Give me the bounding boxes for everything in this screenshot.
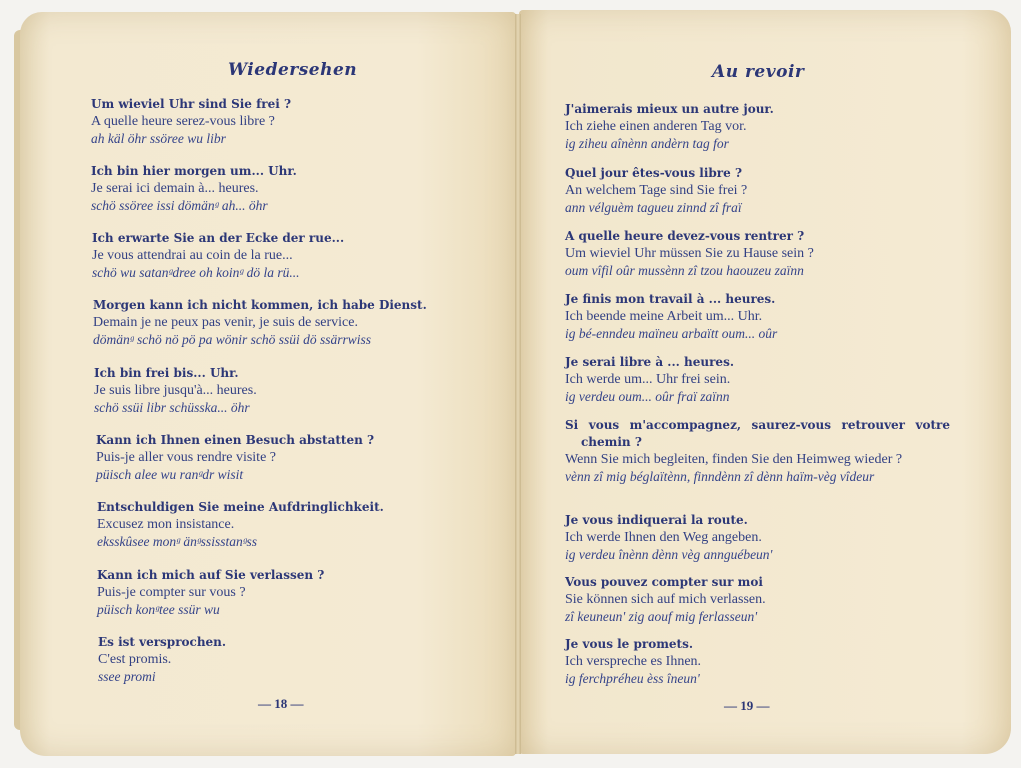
phrase-entry xyxy=(97,499,497,550)
phrase-german: Ich bin hier morgen um... Uhr. xyxy=(91,164,297,178)
phrase-pronunciation: oum vîfil oûr mussènn zî tzou haouzeu zaïnn xyxy=(565,263,804,278)
right-page-number: — 19 — xyxy=(724,698,770,713)
phrase-french: Vous pouvez compter sur moi xyxy=(565,575,763,589)
phrase-entry xyxy=(565,354,950,405)
phrase-entry xyxy=(96,432,496,483)
phrase-german: Um wieviel Uhr sind Sie frei ? xyxy=(91,97,291,111)
phrase-pronunciation: schö wu satanᵍdree oh koinᵍ dö la rü... xyxy=(92,265,300,280)
phrase-german: Es ist versprochen. xyxy=(98,635,227,649)
right-page-title: Au revoir xyxy=(712,62,805,82)
phrase-pronunciation: ig verdeu oum... oûr fraï zaïnn xyxy=(565,389,730,404)
phrase-german: Wenn Sie mich begleiten, finden Sie den Heimweg wieder ? xyxy=(565,452,903,467)
phrase-french: Je vous attendrai au coin de la rue... xyxy=(92,248,293,263)
phrase-french: C'est promis. xyxy=(98,652,172,667)
phrase-entry xyxy=(565,165,950,216)
phrase-entry xyxy=(94,365,494,416)
phrase-french: Excusez mon insistance. xyxy=(97,517,235,532)
phrase-german: Morgen kann ich nicht kommen, ich habe Dienst. xyxy=(93,298,427,312)
phrase-entry xyxy=(93,297,493,348)
phrase-pronunciation: püisch konᵍtee ssür wu xyxy=(97,602,220,617)
phrase-entry xyxy=(565,417,950,485)
phrase-french: A quelle heure serez-vous libre ? xyxy=(91,114,275,129)
phrase-french: Quel jour êtes-vous libre ? xyxy=(565,166,742,180)
phrase-pronunciation: ah käl öhr ssöree wu libr xyxy=(91,131,226,146)
phrase-german: Ich erwarte Sie an der Ecke der rue... xyxy=(92,231,345,245)
phrase-entry xyxy=(565,101,950,152)
phrase-french: Puis-je compter sur vous ? xyxy=(97,585,246,600)
phrase-entry xyxy=(98,634,498,685)
phrase-pronunciation: dömänᵍ schö nö pö pa wönir schö ssüi dö ssärrwiss xyxy=(93,332,372,347)
phrase-pronunciation: zî keuneun' zig aouf mig ferlasseun' xyxy=(565,609,758,624)
phrase-pronunciation: vènn zî mig béglaïtènn, finndènn zî dènn haïm-vèg vîdeur xyxy=(565,469,875,484)
phrase-pronunciation: püisch alee wu ranᵍdr wisit xyxy=(96,467,244,482)
phrase-french: Je serai ici demain à... heures. xyxy=(91,181,259,196)
phrase-pronunciation: ssee promi xyxy=(98,669,156,684)
phrase-french: A quelle heure devez-vous rentrer ? xyxy=(565,229,805,243)
left-page-title: Wiedersehen xyxy=(228,60,358,80)
phrase-german: Kann ich mich auf Sie verlassen ? xyxy=(97,568,325,582)
phrase-pronunciation: schö ssöree issi dömänᵍ ah... öhr xyxy=(91,198,268,213)
phrase-entry xyxy=(565,228,950,279)
phrase-german: Ich verspreche es Ihnen. xyxy=(565,654,702,669)
phrase-french: Demain je ne peux pas venir, je suis de service. xyxy=(93,315,358,330)
phrase-german: Kann ich Ihnen einen Besuch abstatten ? xyxy=(96,433,375,447)
phrase-german: Entschuldigen Sie meine Aufdringlichkeit. xyxy=(97,500,384,514)
phrase-german: Um wieviel Uhr müssen Sie zu Hause sein ? xyxy=(565,246,814,261)
phrase-entry xyxy=(97,567,497,618)
phrase-german: Ich werde Ihnen den Weg angeben. xyxy=(565,530,762,545)
phrase-french: Si vous m'accompagnez, saurez-vous retrouver votre chemin ? xyxy=(565,418,950,449)
phrase-entry xyxy=(92,230,492,281)
book-spine xyxy=(515,14,521,754)
phrase-french: Je vous le promets. xyxy=(565,637,694,651)
phrase-french: Puis-je aller vous rendre visite ? xyxy=(96,450,277,465)
phrase-pronunciation: ig ziheu aînènn andèrn tag for xyxy=(565,136,729,151)
phrase-pronunciation: eksskûsee monᵍ änᵍssisstanᵍss xyxy=(97,534,258,549)
phrase-pronunciation: ig verdeu înènn dènn vèg annguébeun' xyxy=(565,547,773,562)
phrase-pronunciation: ig ferchpréheu èss îneun' xyxy=(565,671,700,686)
phrase-german: Ich ziehe einen anderen Tag vor. xyxy=(565,119,747,134)
phrase-french: J'aimerais mieux un autre jour. xyxy=(565,102,774,116)
phrase-pronunciation: schö ssüi libr schüsska... öhr xyxy=(94,400,250,415)
phrase-german: Ich bin frei bis... Uhr. xyxy=(94,366,239,380)
phrase-entry xyxy=(565,512,950,563)
phrase-entry xyxy=(565,291,950,342)
phrase-pronunciation: ann vélguèm tagueu zinnd zî fraï xyxy=(565,200,742,215)
phrase-entry xyxy=(565,574,950,625)
phrase-entry xyxy=(91,163,491,214)
phrase-pronunciation: ig bé-enndeu maïneu arbaïtt oum... oûr xyxy=(565,326,778,341)
phrase-german: Ich werde um... Uhr frei sein. xyxy=(565,372,731,387)
left-page-number: — 18 — xyxy=(258,696,304,711)
phrase-german: Ich beende meine Arbeit um... Uhr. xyxy=(565,309,763,324)
phrase-entry xyxy=(91,96,491,147)
phrase-entry xyxy=(565,636,950,687)
phrase-french: Je suis libre jusqu'à... heures. xyxy=(94,383,257,398)
phrase-german: An welchem Tage sind Sie frei ? xyxy=(565,183,748,198)
phrase-french: Je vous indiquerai la route. xyxy=(565,513,748,527)
phrase-german: Sie können sich auf mich verlassen. xyxy=(565,592,766,607)
phrase-french: Je serai libre à ... heures. xyxy=(565,355,734,369)
phrase-french: Je finis mon travail à ... heures. xyxy=(565,292,776,306)
